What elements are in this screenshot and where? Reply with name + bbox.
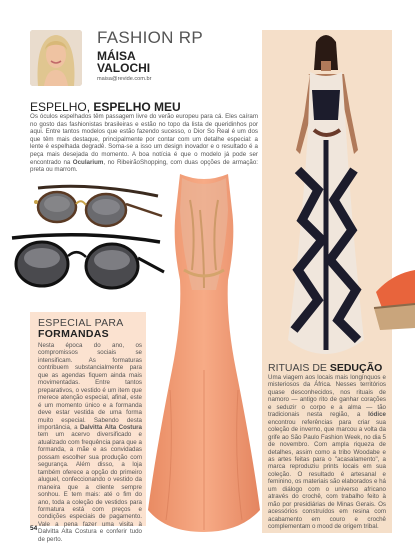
special-body-text: [38, 342, 142, 543]
page-number: 54: [30, 525, 38, 532]
mirror-body-start: Os óculos espelhados têm passagem livre do verão europeu para cá. Eles caíram no gosto das fashionistas brasileiras e estão no topo da lista de queridinhos por aqui. Entre tantos modelos que estão fazendo sucesso, o Dior So Real é um dos que têm mais destaque, principalmente por contar com um detalhe especial: a lente é espelhada degradê. Soma-se a isso um design inovador e o resultado é a peça mais desejada do momento. A boa notícia é que o modelo já pode ser encontrado na: [30, 113, 258, 166]
author-name: [97, 50, 157, 74]
author-first-name: MÁISA: [97, 49, 136, 63]
mirror-body-text: [30, 113, 258, 174]
rituals-heading-bold: SEDUÇÃO: [329, 362, 383, 374]
rituals-body-start: Uma viagem aos locais mais longínquos e misteriosos da África. Nesses territórios quase desconhecidos, nos rituais de namoro — antigo rito de ganhar corações e seduzir o corpo e a alma — tão tradicionais nesta região, a: [268, 374, 386, 419]
mirror-heading-normal: ESPELHO,: [30, 100, 94, 114]
rituals-body-end: encontrou referências para criar sua coleção de inverno, que marcou a volta da grife ao São Paulo Fashion Week, no dia 5 de novembro. Com ampla riqueza de detalhes, assim como a tribo Woodabe e as artes feitas para o "acasalamento", a marca reproduziu prints locais em sua coleção. O resultado é artesanal e feminino, os materiais são elaborados e há um diálogo com o universo africano através do crochê, com trabalho feito à mão por presidiárias de Minas Gerais. Os acessórios construídos em resina com acabamento em couro e crochê complementam o mood de origem tribal.: [268, 418, 386, 531]
model-printed-gown-image: [268, 30, 386, 358]
author-photo: [30, 30, 82, 86]
rituals-heading-normal: RITUAIS DE: [268, 362, 330, 374]
mirror-body-bold: Ocularium: [72, 158, 104, 166]
special-body-bold: Dalvitta Alta Costura: [79, 423, 142, 431]
special-heading-line2: FORMANDAS: [38, 328, 109, 340]
special-body-start: Nesta época do ano, os compromissos sociais se intensificam. As formaturas contribuem substancialmente para que as agendas fiquem ainda mais movimentadas. Entre tantos preparativos, o vestido é um item que merece atenção especial, afinal, este é um momento único e a formanda deve estar vestida de uma forma muito especial. Sabendo desta importância, a: [38, 342, 142, 431]
rituals-body-bold: Iódice: [368, 411, 386, 419]
special-body-end: tem um acervo diversificado e atualizado com frequência para que a formanda, a mãe e as convidadas possam escolher sua produção com segurança. Além disso, a loja também oferece a opção do primeiro aluguel, confeccionando o vestido da maneira que a cliente sempre sonhou. E tem mais: até o fim do ano, toda a coleção de vestidos para formatura está com preços e condições especiais de pagamento. Vale a pena fazer uma visita à Dalvitta Alta Costura e conferir tudo de perto.: [38, 431, 142, 543]
rituals-section-heading: [268, 362, 382, 374]
author-last-name: VALOCHI: [97, 61, 151, 75]
orange-sandal-image: [372, 268, 415, 332]
special-section-heading: [38, 318, 148, 340]
column-title: FASHION RP: [97, 28, 203, 47]
mirror-body-end: , no RibeirãoShopping, com duas opções de armação: preta ou marrom.: [30, 158, 258, 174]
mirror-heading-bold: ESPELHO MEU: [93, 100, 181, 114]
coral-gown-image: [140, 170, 268, 538]
author-portrait-image: [30, 30, 82, 86]
mirror-section-heading: [30, 100, 181, 114]
author-email[interactable]: maisa@revide.com.br: [97, 76, 152, 82]
rituals-body-text: [268, 374, 386, 531]
special-heading-line1: ESPECIAL PARA: [38, 317, 124, 329]
